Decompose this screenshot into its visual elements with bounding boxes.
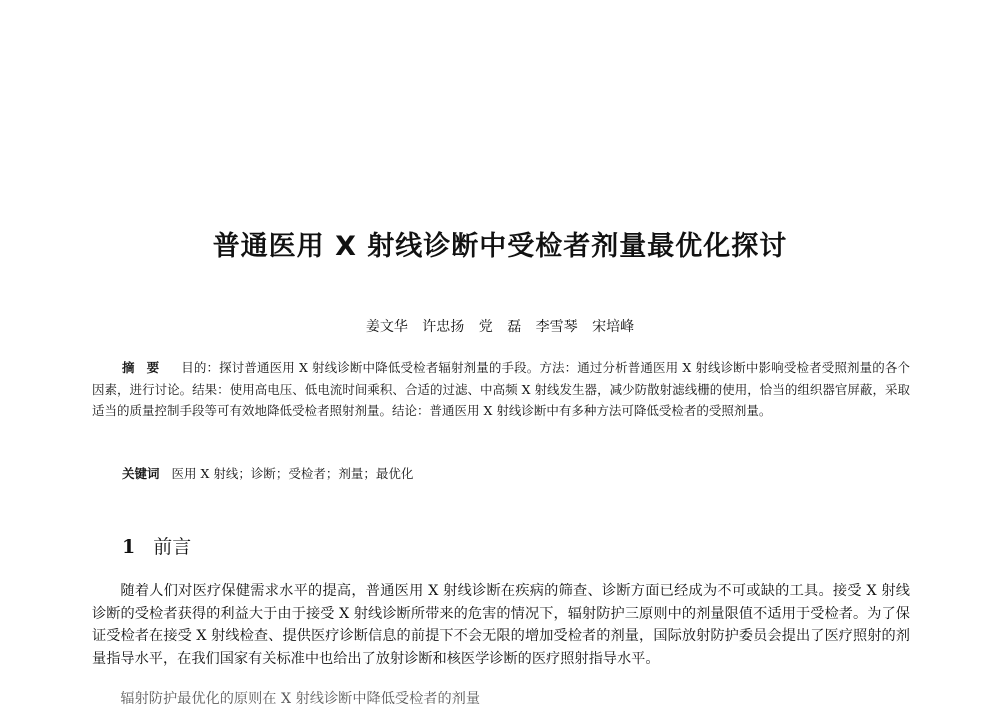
- section-heading: [122, 532, 191, 559]
- paper-title: 普通医用 X 射线诊断中受检者剂量最优化探讨: [212, 231, 788, 262]
- section-title: 前言: [153, 536, 192, 558]
- section-number: 1: [122, 536, 136, 558]
- abstract-label: 摘要: [122, 360, 172, 375]
- keywords-text: 医用 X 射线；诊断；受检者；剂量；最优化: [171, 466, 414, 481]
- body-paragraph: 随着人们对医疗保健需求水平的提高，普通医用 X 射线诊断在疾病的筛查、诊断方面已经成为不可或缺的工具。接受 X 射线诊断的受检者获得的利益大于由于接受 X 射线诊断所带来的危害的情况下，辐射防护三原则中的剂量限值不适用于受检者。为了保证受检者在接受 X 射线检查、提供医疗诊断信息的前提下不会无限的增加受检者的剂量，国际放射防护委员会提出了医疗照射的剂量指导水平，在我们国家有关标准中也给出了放射诊断和核医学诊断的医疗照射指导水平。: [92, 583, 910, 667]
- abstract-block: [92, 357, 910, 422]
- author-list: 姜文华 许忠扬 党 磊 李雪琴 宋培峰: [365, 319, 635, 335]
- body-text: [92, 580, 910, 670]
- keywords-label: 关键词: [122, 466, 160, 481]
- cutoff-line: [92, 691, 910, 707]
- keywords-block: [122, 464, 902, 484]
- cutoff-text: 辐射防护最优化的原则在 X 射线诊断中降低受检者的剂量: [120, 691, 481, 707]
- abstract-text: 目的：探讨普通医用 X 射线诊断中降低受检者辐射剂量的手段。方法：通过分析普通医用 X 射线诊断中影响受检者受照剂量的各个因素，进行讨论。结果：使用高电压、低电流时间乘积、合适的过滤、中高频 X 射线发生器，减少防散射滤线栅的使用，恰当的组织器官屏蔽，采取适当的质量控制手段等可有效地降低受检者照射剂量。结论：普通医用 X 射线诊断中有多种方法可降低受检者的受照剂量。: [92, 360, 910, 418]
